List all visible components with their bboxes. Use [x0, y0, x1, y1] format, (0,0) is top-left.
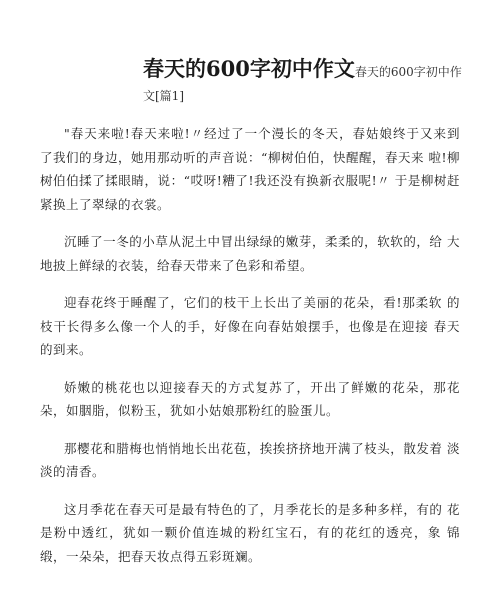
paragraph: 那樱花和腊梅也悄悄地长出花苞，挨挨挤挤地开满了枝头，散发着 淡淡的清香。	[40, 440, 460, 479]
title-block	[143, 58, 463, 107]
page-title: 春天的600字初中作文	[143, 56, 355, 81]
paragraph: 迎春花终于睡醒了，它们的枝干上长出了美丽的花朵，看!那柔软 的枝干长得多么像一个人的手，好像在向春姑娘摆手，也像是在迎接 春天的到来。	[40, 295, 460, 357]
paragraph: 娇嫩的桃花也以迎接春天的方式复苏了，开出了鲜嫩的花朵，那花 朵，如胭脂，似粉玉，犹如小姑娘那粉红的脸蛋儿。	[40, 379, 460, 418]
title-subtitle-continued: 文[篇1]	[143, 89, 184, 103]
paragraph: 沉睡了一冬的小草从泥土中冒出绿绿的嫩芽，柔柔的，软软的，给 大地披上鲜绿的衣装，给春天带来了色彩和希望。	[40, 234, 460, 273]
article-body	[40, 122, 460, 582]
title-subtitle: 春天的600字初中作	[354, 65, 462, 79]
paragraph: "春天来啦!春天来啦!〃经过了一个漫长的冬天，春姑娘终于又来到 了我们的身边，她用那动听的声音说：“柳树伯伯，快醒醒，春天来 啦!柳树伯伯揉了揉眼睛，说：“哎呀!糟了!我还没有换新衣服呢!〃 于是柳树赶紧换上了翠绿的衣裳。	[40, 126, 460, 212]
paragraph: 这月季花在春天可是最有特色的了，月季花长的是多种多样，有的 花是粉中透红，犹如一颗价值连城的粉红宝石，有的花红的透亮，象 锦缎，一朵朵，把春天妆点得五彩斑斓。	[40, 501, 460, 564]
